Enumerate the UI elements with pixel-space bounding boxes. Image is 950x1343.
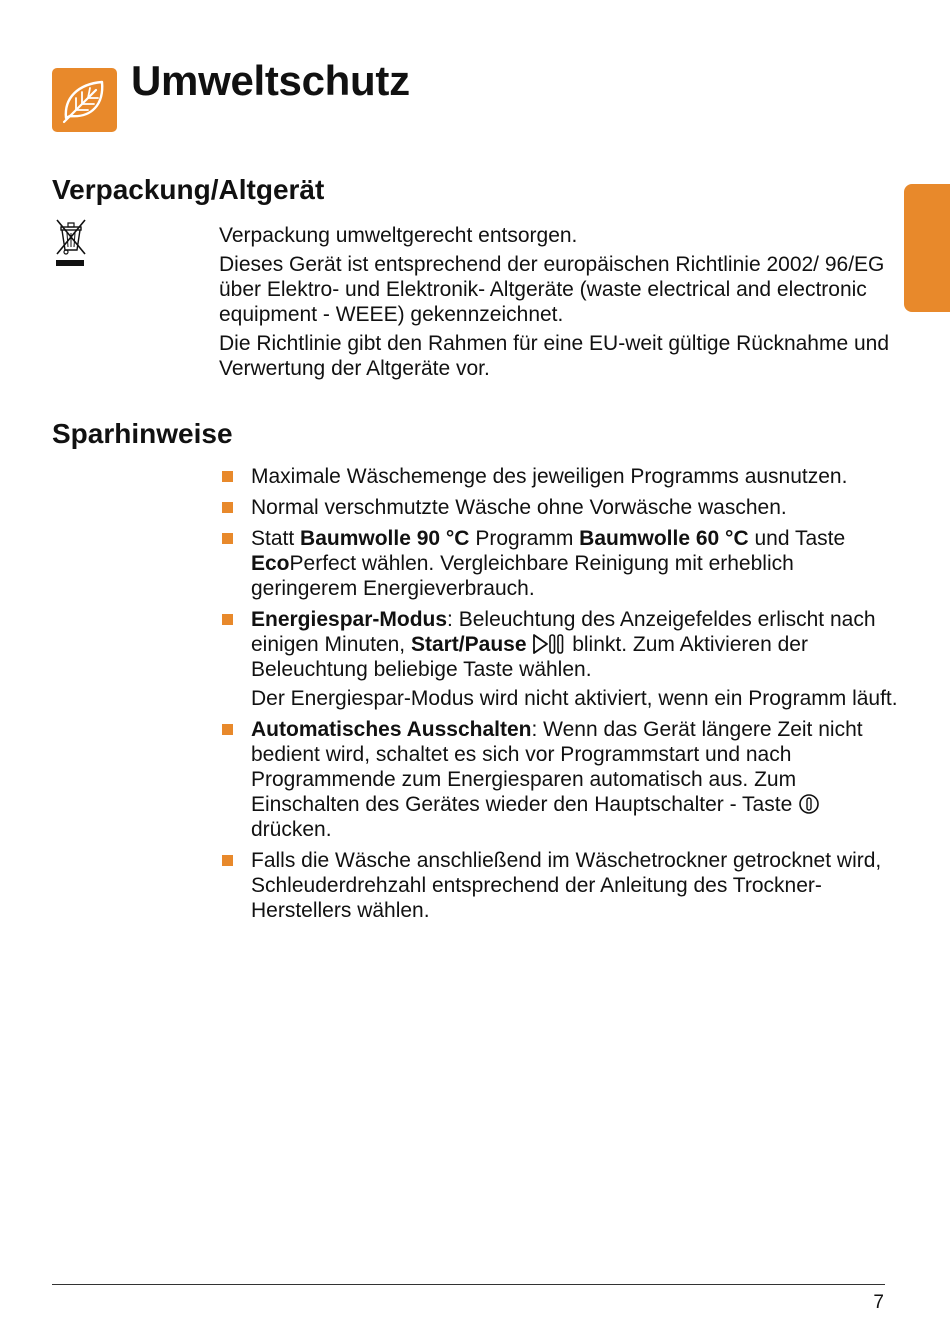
crossed-out-bin-icon (54, 218, 88, 268)
text-run: Statt (251, 527, 301, 550)
page-title: Umweltschutz (131, 57, 410, 104)
bold-text-run: Energiespar-Modus (251, 608, 448, 631)
tip-text: Falls die Wäsche anschließend im Wäschetrockner getrocknet wird, Schleuderdrehzahl entsprechend der Anleitung des Trockner-Herstellers wählen. (251, 849, 882, 922)
square-bullet-icon (222, 533, 233, 544)
tips-list (219, 464, 899, 929)
square-bullet-icon (222, 855, 233, 866)
list-item (219, 607, 899, 711)
tip-text: Normal verschmutzte Wäsche ohne Vorwäsche waschen. (251, 496, 787, 519)
bold-text-run: Automatisches Ausschalten (251, 718, 532, 741)
list-item (219, 848, 899, 923)
tip-note: Der Energiespar-Modus wird nicht aktiviert, wenn ein Programm läuft. (251, 687, 898, 710)
text-run: blinkt. Zum Aktivieren der Beleuchtung beliebige Taste wählen. (251, 633, 808, 681)
tip-text: Maximale Wäschemenge des jeweiligen Programms ausnutzen. (251, 465, 848, 488)
bold-text-run: Baumwolle 60 °C (579, 527, 749, 550)
text-run: : Wenn das Gerät längere Zeit nicht bedient wird, schaltet es sich vor Programmstart und nach Programmende zum Energiesparen automatisch aus. Zum Einschalten des Gerätes wieder den Hauptschalter - Taste (251, 718, 863, 816)
bold-text-run: Eco (251, 552, 290, 575)
leaf-icon (52, 68, 117, 132)
packaging-paragraph: Die Richtlinie gibt den Rahmen für eine EU-weit gültige Rücknahme und Verwertung der Altgeräte vor. (219, 332, 890, 380)
list-item (219, 526, 899, 601)
tip-text (251, 526, 899, 601)
text-run: : Beleuchtung des Anzeigefeldes erlischt nach einigen Minuten, (251, 608, 876, 656)
list-item (219, 495, 899, 520)
list-item (219, 717, 899, 842)
packaging-paragraph: Verpackung umweltgerecht entsorgen. (219, 224, 578, 247)
footer-divider (52, 1284, 885, 1285)
text-run: Programm (469, 527, 580, 550)
bold-text-run: Start/Pause (410, 633, 527, 656)
bold-text-run: Baumwolle 90 °C (300, 527, 470, 550)
play-pause-icon (532, 633, 566, 655)
list-item (219, 464, 899, 489)
square-bullet-icon (222, 614, 233, 625)
chapter-tab (904, 184, 950, 312)
text-run: und Taste (748, 527, 846, 550)
text-run: drücken. (251, 818, 332, 841)
packaging-paragraph: Dieses Gerät ist entsprechend der europäischen Richtlinie 2002/ 96/EG über Elektro- und Elektronik- Altgeräte (waste electrical and electronic equipment - WEEE) gekennzeichnet. (219, 253, 885, 326)
page-number: 7 (873, 1292, 884, 1313)
square-bullet-icon (222, 471, 233, 482)
packaging-text (219, 223, 899, 385)
tip-text (251, 717, 899, 842)
power-icon (798, 793, 820, 815)
section-heading-tips: Sparhinweise (52, 418, 233, 449)
tip-text (251, 607, 899, 682)
square-bullet-icon (222, 502, 233, 513)
section-heading-packaging: Verpackung/Altgerät (52, 174, 325, 205)
leaf-icon-box (52, 68, 117, 132)
square-bullet-icon (222, 724, 233, 735)
text-run: Perfect wählen. Vergleichbare Reinigung mit erheblich geringerem Energieverbrauch. (251, 552, 794, 600)
